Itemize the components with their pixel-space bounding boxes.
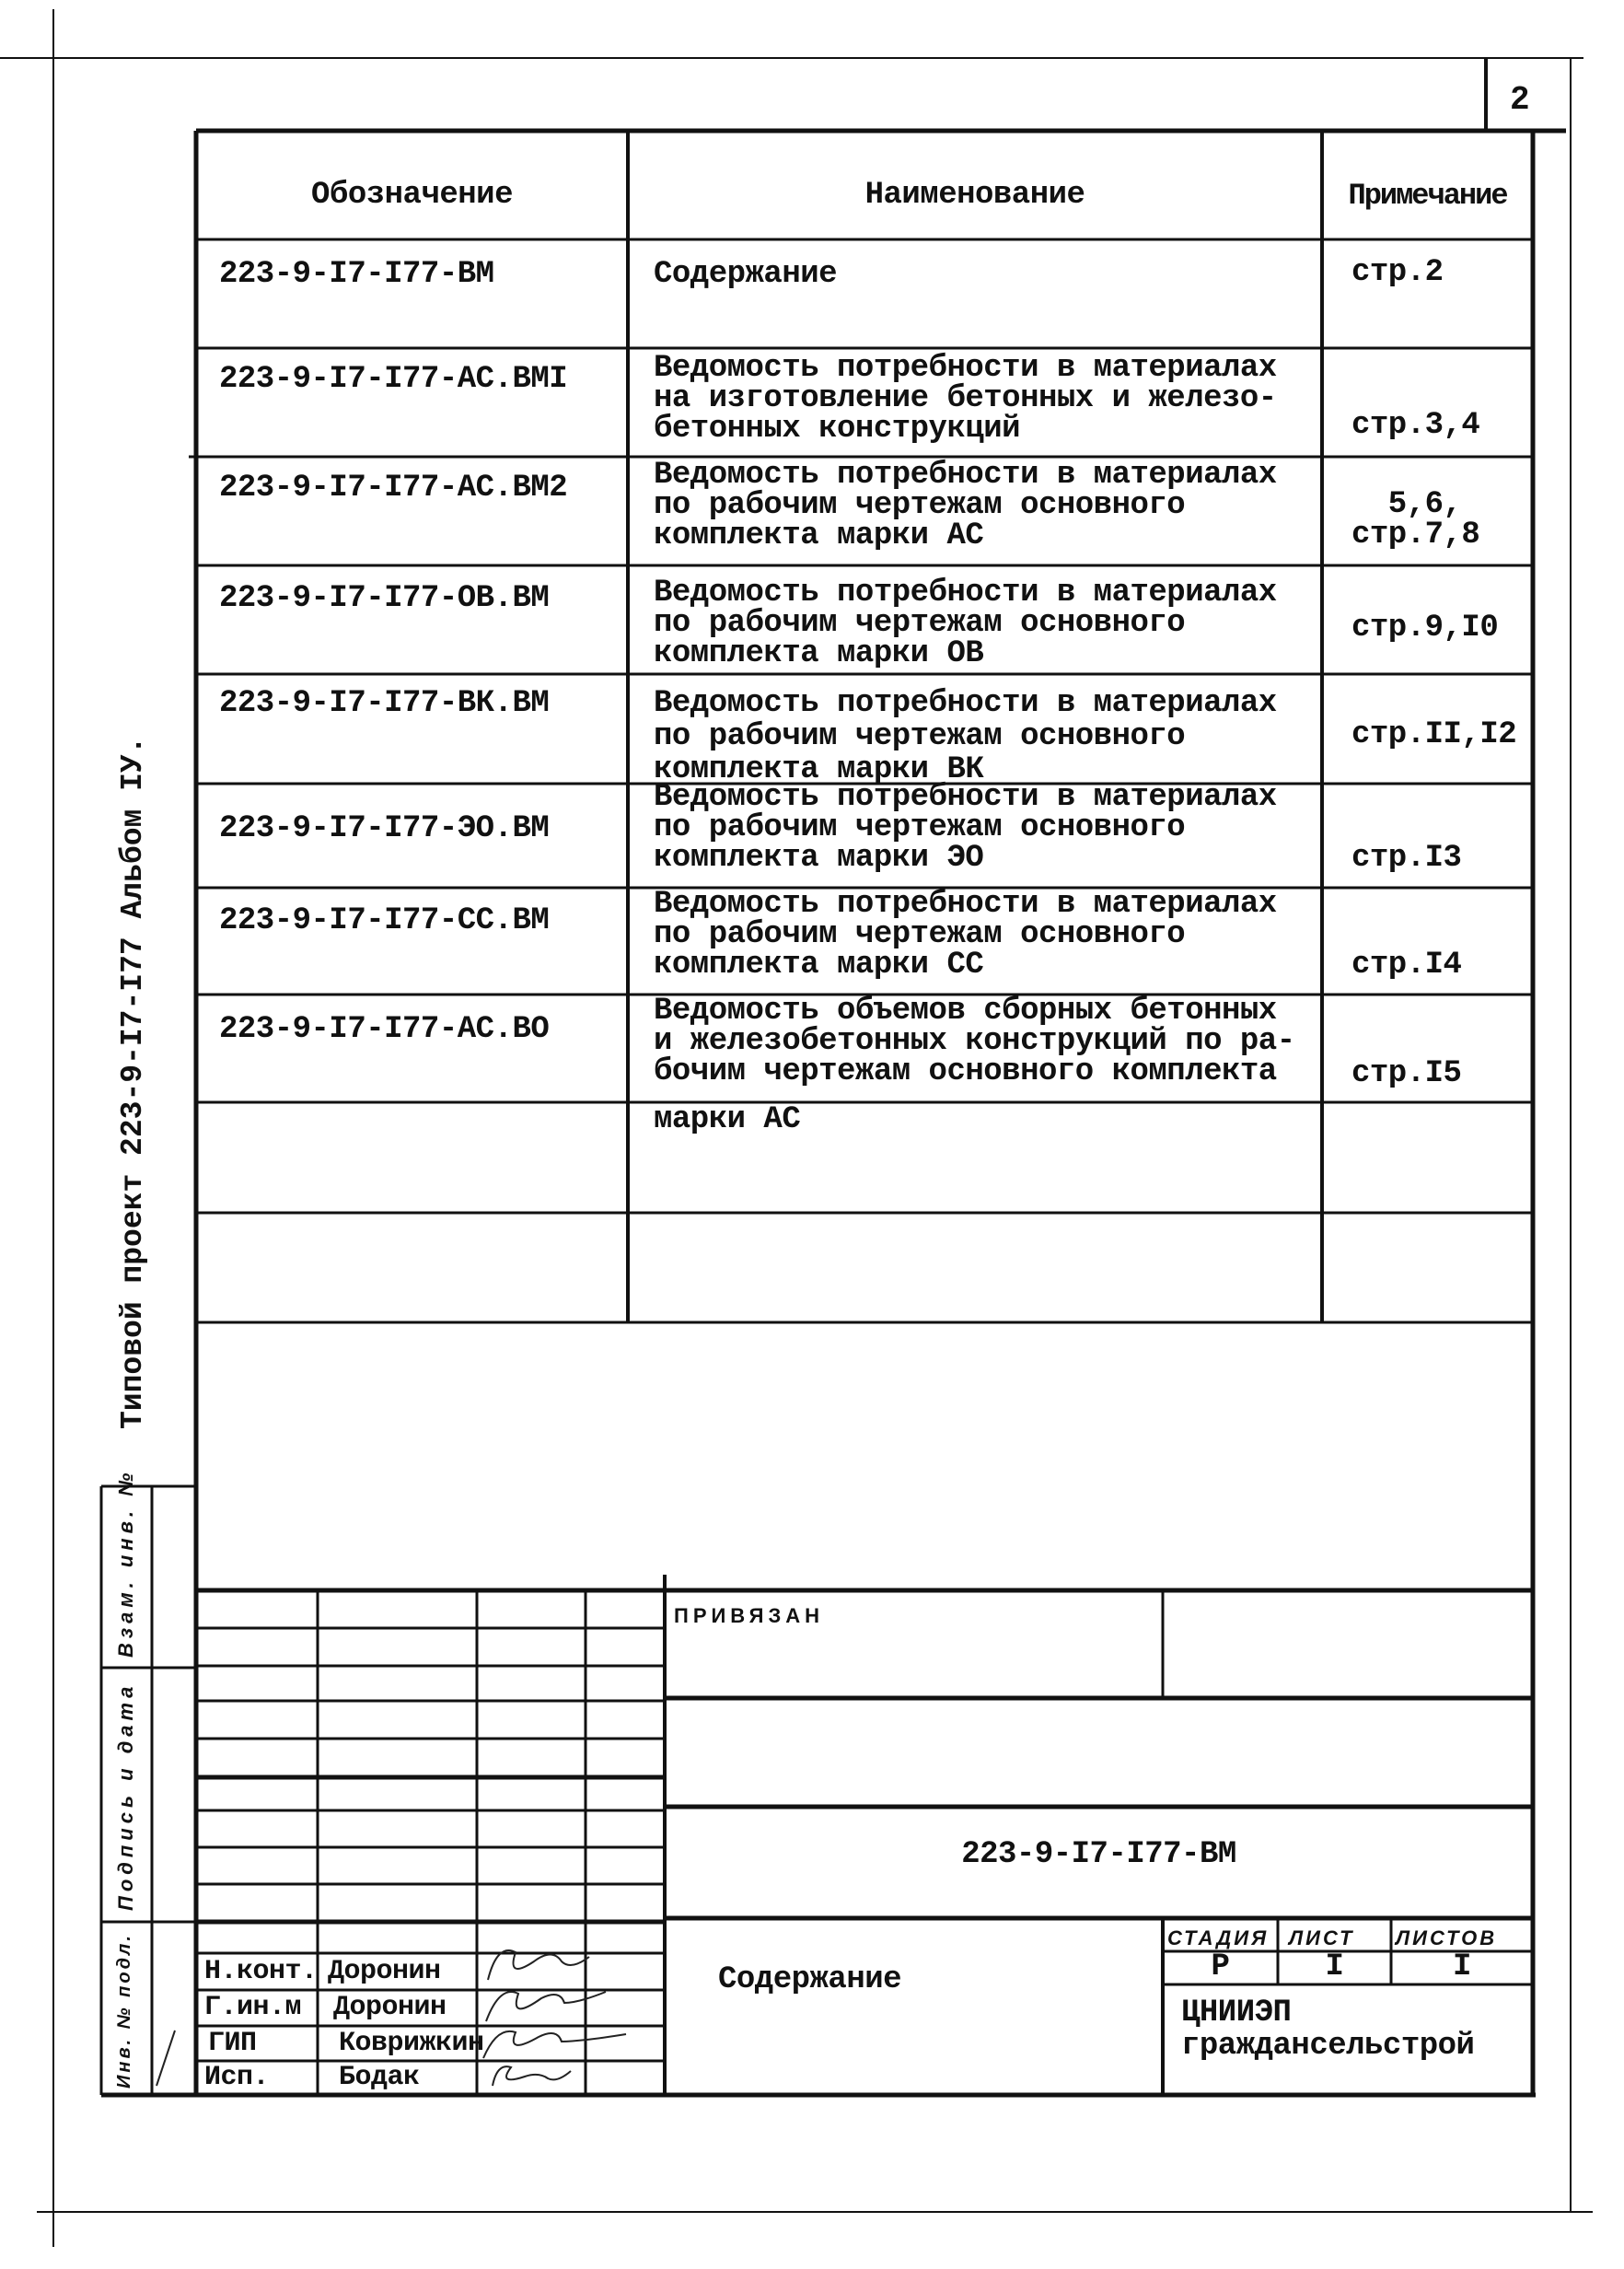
signature-doronin-1 — [488, 1950, 589, 1980]
sheet-value: I — [1325, 1949, 1344, 1984]
pen-mark — [157, 2030, 175, 2086]
signature-kovrizhkin — [483, 2031, 626, 2058]
row-name: Ведомость объемов сборных бетонных и железобетонных конструкций по ра- бочим чертежам основного комплекта — [654, 994, 1295, 1089]
row-code: 223-9-I7-I77-СС.ВМ — [219, 903, 550, 938]
person-role: Исп. — [204, 2062, 270, 2093]
signature-doronin-2 — [486, 1992, 606, 2021]
column-header-designation: Обозначение — [311, 178, 513, 213]
row-name: Ведомость потребности в материалах по рабочим чертежам основного комплекта марки СС — [654, 887, 1277, 983]
row-note: стр.I3 — [1351, 841, 1462, 876]
sheets-total-value: I — [1453, 1949, 1471, 1984]
person-name: Доронин — [333, 1992, 447, 2023]
row-code: 223-9-I7-I77-АС.ВМ2 — [219, 471, 568, 506]
row-name: Ведомость потребности в материалах по рабочим чертежам основного комплекта марки ОВ — [654, 576, 1277, 671]
row-note: стр.3,4 — [1351, 408, 1480, 443]
row-code: 223-9-I7-I77-АС.ВО — [219, 1012, 550, 1047]
sheet-number: 2 — [1510, 81, 1530, 119]
row-code: 223-9-I7-I77-АС.ВМI — [219, 362, 568, 397]
row-code: 223-9-I7-I77-ЭО.ВМ — [219, 811, 550, 846]
stamp-label-original-inv: Инв. № подл. — [114, 1933, 134, 2089]
row-name: Ведомость потребности в материалах по рабочим чертежам основного комплекта марки ВК — [654, 686, 1277, 787]
document-code: 223-9-I7-I77-ВМ — [961, 1837, 1236, 1872]
person-role: ГИП — [208, 2028, 257, 2059]
row-note: стр.9,I0 — [1351, 611, 1499, 646]
person-name: Бодак — [339, 2062, 420, 2093]
row-note: стр.I5 — [1351, 1056, 1462, 1091]
row-name: Ведомость потребности в материалах по рабочим чертежам основного комплекта марки ЭО — [654, 780, 1277, 876]
row-note: 5,6, стр.7,8 — [1351, 487, 1480, 553]
organization: ЦНИИЭП граждансельстрой — [1181, 1996, 1475, 2064]
stamp-label-replaced-inv: Взам. инв. № — [114, 1468, 137, 1658]
person-name: Доронин — [328, 1956, 441, 1987]
row-name: Содержание — [654, 257, 838, 292]
sheet-header: ЛИСТ — [1289, 1926, 1355, 1949]
column-header-note: Примечание — [1348, 179, 1507, 213]
signature-bodak — [493, 2066, 571, 2086]
stage-value: Р — [1211, 1949, 1230, 1984]
row-note: стр.2 — [1351, 255, 1444, 290]
person-name: Коврижкин — [339, 2028, 484, 2059]
row-code: 223-9-I7-I77-ВМ — [219, 257, 494, 292]
column-header-name: Наименование — [864, 178, 1085, 213]
side-caption: Типовой проект 223-9-I7-I77 Альбом IУ. — [116, 736, 150, 1429]
row-code: 223-9-I7-I77-ОВ.ВМ — [219, 581, 550, 616]
row-name: Ведомость потребности в материалах по рабочим чертежам основного комплекта марки АС — [654, 458, 1277, 553]
person-role: Н.конт. — [204, 1956, 318, 1987]
row-name: Ведомость потребности в материалах на изготовление бетонных и железо- бетонных конструкций — [654, 351, 1277, 447]
stamp-label-signature-date: Подпись и дата — [114, 1681, 137, 1911]
sheets-total-header: ЛИСТОВ — [1396, 1926, 1498, 1949]
document-title: Содержание — [718, 1962, 902, 1997]
person-role: Г.ин.м — [204, 1992, 302, 2023]
row-note: стр.I4 — [1351, 948, 1462, 983]
linked-label: ПРИВЯЗАН — [674, 1604, 825, 1627]
row-code: 223-9-I7-I77-ВК.ВМ — [219, 686, 550, 721]
row-note: стр.II,I2 — [1351, 717, 1517, 752]
row-name: марки АС — [654, 1102, 801, 1137]
stage-header: СТАДИЯ — [1167, 1926, 1270, 1949]
